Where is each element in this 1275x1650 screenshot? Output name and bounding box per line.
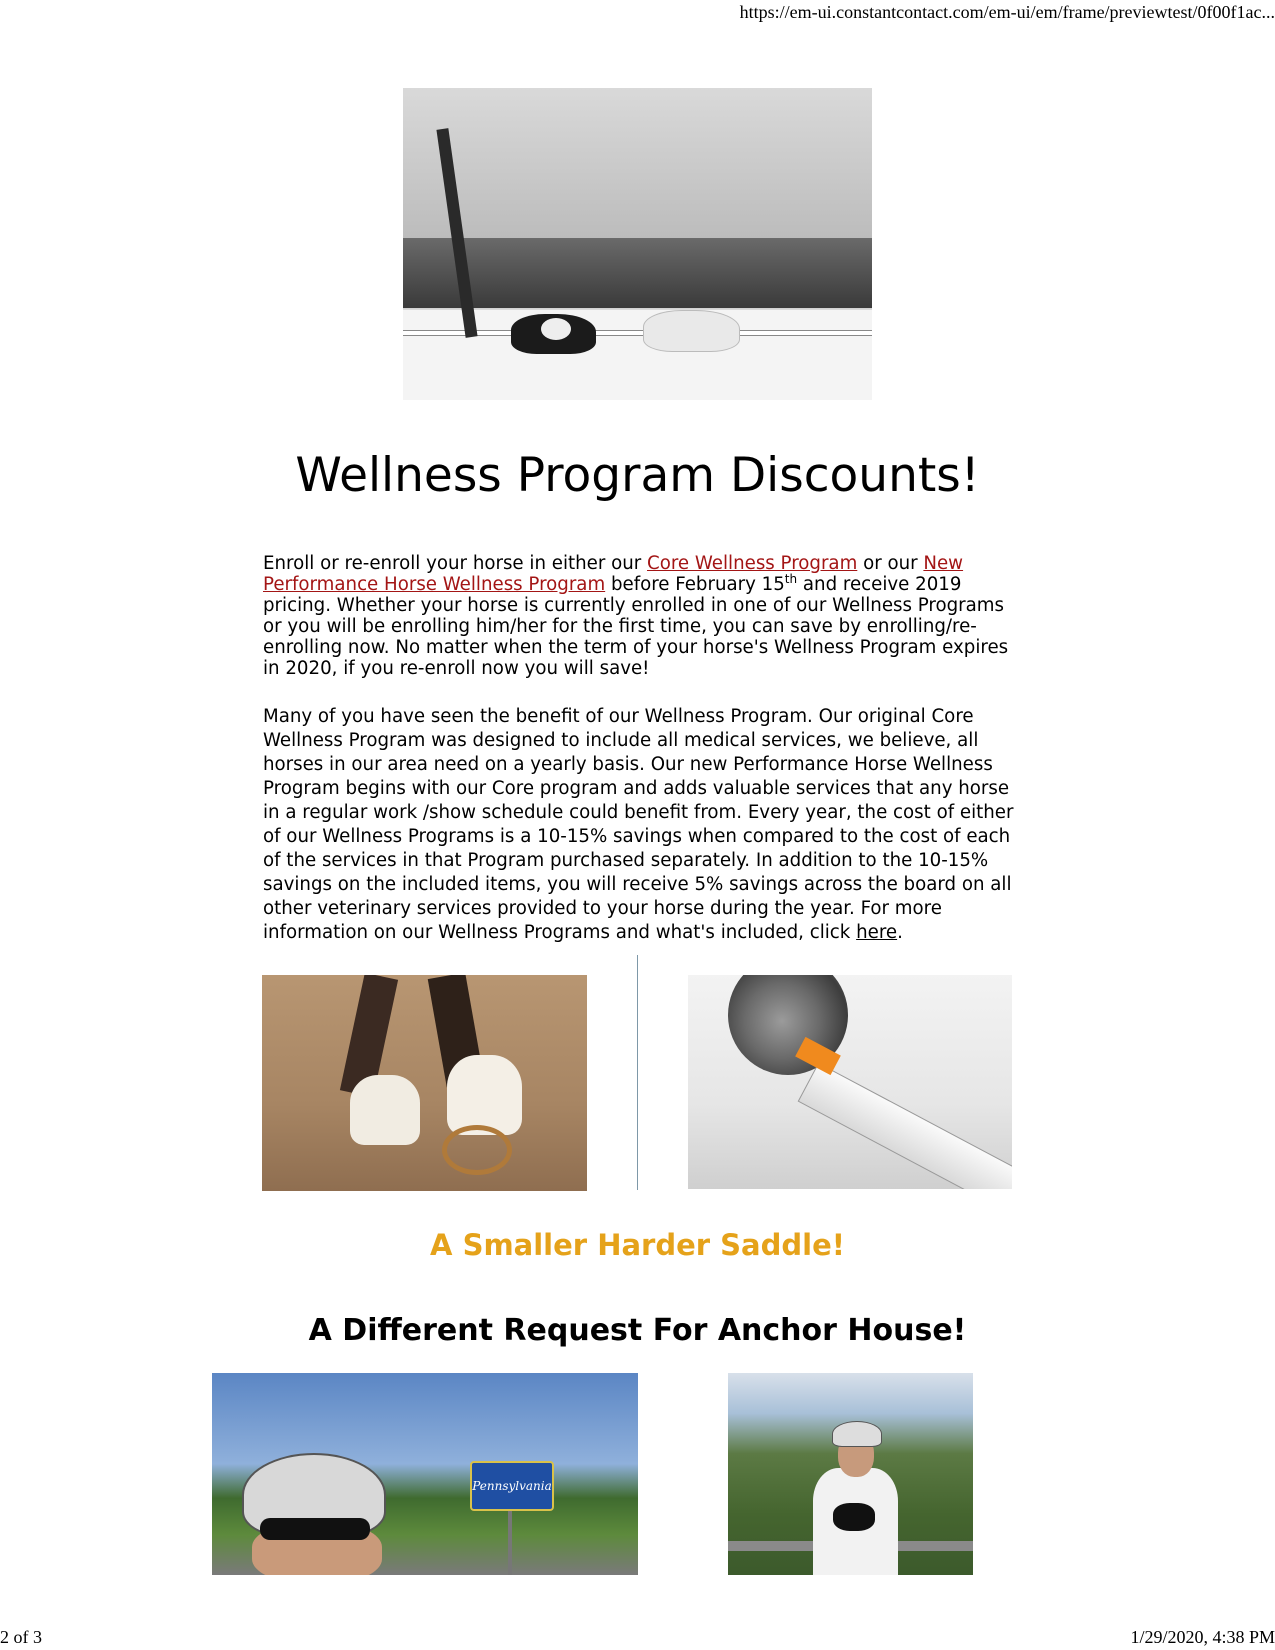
treeline	[403, 238, 872, 308]
cyclist-pennsylvania-image	[212, 1373, 638, 1575]
syringe-vaccine-image	[688, 975, 1012, 1189]
sunglasses	[260, 1518, 370, 1540]
anchor-house-heading: A Different Request For Anchor House!	[308, 1313, 967, 1348]
helmet	[832, 1421, 882, 1447]
jersey-dog-logo	[833, 1503, 875, 1531]
para1-text-1: Enroll or re-enroll your horse in either our	[263, 553, 648, 574]
print-footer-page-number: 2 of 3	[0, 1627, 42, 1647]
para1-superscript: th	[784, 571, 798, 586]
pinto-horse	[511, 314, 596, 354]
saddle-heading: A Smaller Harder Saddle!	[430, 1228, 845, 1262]
para2-text: Many of you have seen the benefit of our Wellness Program. Our original Core Wellness Program was designed to include all medical services, we believe, all horses in our area need on a yearly basis. Our new Performance Horse Wellness Program begins with our Core program and adds valuable services that any horse in a regular work /show schedule could benefit from. Every year, the cost of either of our Wellness Programs is a 10-15% savings when compared to the cost of each of the services in that Program purchased separately. In addition to the 10-15% savings on the included items, you will receive 5% savings across the board on all other veterinary services provided to your horse during the year. For more information on our Wellness Programs and what's included, click	[263, 706, 1014, 943]
para1-text-4: and receive 2019 pricing. Whether your horse is currently enrolled in one of our Wellness Programs or you will be enrolling him/her for the first time, you can save by enrolling/re-enrolling now. No matter when the term of your horse's Wellness Program expires in 2020, if you re-enroll now you will save!	[263, 574, 1009, 679]
pennsylvania-sign: Pennsylvania	[470, 1461, 554, 1511]
cyclist-mountain-image	[728, 1373, 973, 1575]
para1-text-2: or our	[857, 553, 924, 574]
here-link[interactable]: here	[856, 922, 898, 943]
print-header-url: https://em-ui.constantcontact.com/em-ui/em/frame/previewtest/0f00f1ac...	[739, 2, 1275, 22]
performance-wellness-link[interactable]: New Performance Horse Wellness Program	[263, 553, 964, 595]
print-footer-datetime: 1/29/2020, 4:38 PM	[1130, 1627, 1275, 1647]
core-wellness-link[interactable]: Core Wellness Program	[647, 553, 858, 574]
newsletter-title: Wellness Program Discounts!	[295, 448, 980, 503]
para2-end: .	[897, 922, 903, 943]
enroll-paragraph	[263, 553, 1018, 679]
benefit-paragraph	[263, 705, 1018, 945]
white-horse	[643, 310, 740, 352]
para1-text-3: before February 15	[605, 574, 785, 595]
column-divider	[637, 955, 638, 1190]
winter-horses-image	[403, 88, 872, 400]
horse-hooves-image	[262, 975, 587, 1191]
